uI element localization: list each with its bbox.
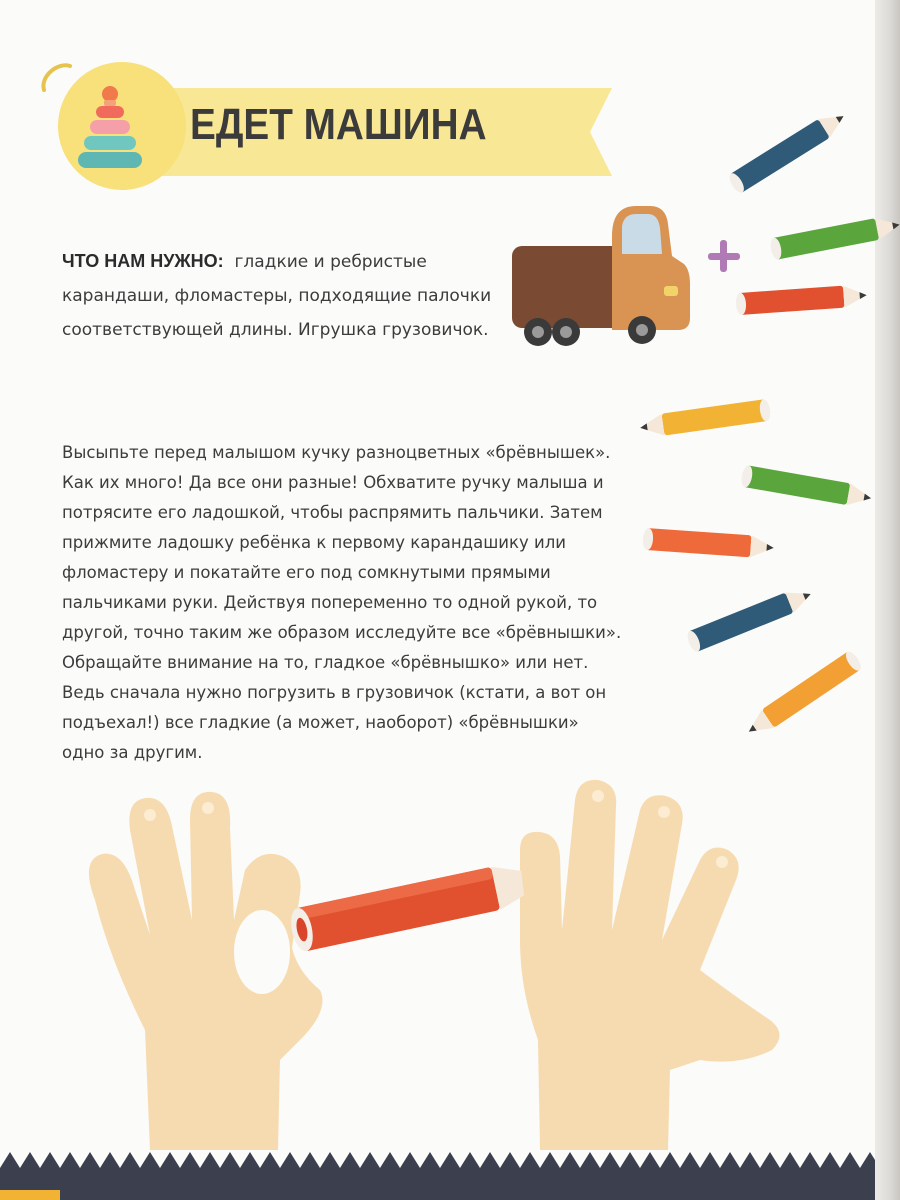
page-edge xyxy=(875,0,900,1200)
needs-text: гладкие и ребристые карандаши, фломастеры, подходящие палочки соответствующей длины. Игрушка грузовичок. xyxy=(62,252,492,340)
body-paragraph: Высыпьте перед малышом кучку разноцветных «брёвнышек». Как их много! Да все они разные! Обхватите ручку малыша и потрясите его ладошкой, чтобы распрямить пальчики. Затем прижмите ладошку ребёнка к первому карандашику или фломастеру и покатайте его под сомкнутыми прямыми пальчиками руки. Действуя попеременно то одной рукой, то другой, точно таким же образом исследуйте все «брёвнышки». Обращайте внимание на то, гладкое «брёвнышко» или нет. Ведь сначала нужно погрузить в грузовичок (кстати, а вот он подъехал!) все гладкие (а может, наоборот) «брёвнышки» одно за другим. xyxy=(62,443,622,762)
badge xyxy=(58,62,186,190)
needs-paragraph xyxy=(62,244,502,347)
page-title: ЕДЕТ МАШИНА xyxy=(190,100,487,149)
needs-label: ЧТО НАМ НУЖНО: xyxy=(62,251,224,271)
footer-band xyxy=(0,1150,875,1200)
